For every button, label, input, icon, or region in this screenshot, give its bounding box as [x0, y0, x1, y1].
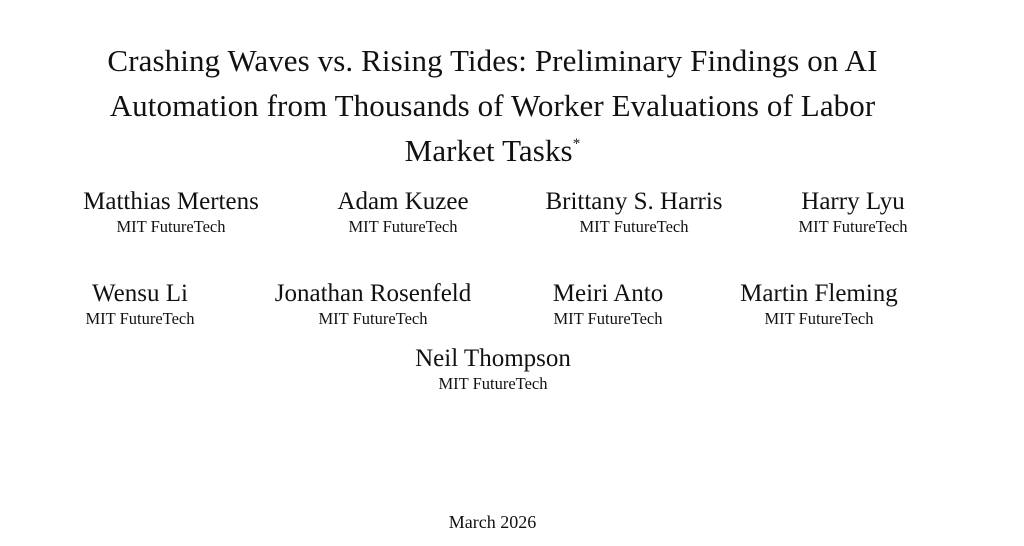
- author-name: Neil Thompson: [415, 345, 571, 372]
- author-block: [392, 344, 594, 394]
- author-block: [530, 279, 686, 329]
- author-name: Jonathan Rosenfeld: [274, 280, 472, 307]
- title-line-2: Automation from Thousands of Worker Evaluations of Labor: [109, 88, 876, 123]
- title-line-3: [0, 128, 985, 173]
- title-footnote-mark: *: [572, 136, 581, 152]
- paper-title: [0, 38, 985, 173]
- author-affiliation: MIT FutureTech: [553, 309, 663, 328]
- author-name: Wensu Li: [92, 280, 188, 307]
- author-block: [313, 187, 493, 237]
- title-line-3-text: Market Tasks: [404, 133, 573, 168]
- author-block: [778, 187, 928, 237]
- author-affiliation: MIT FutureTech: [348, 217, 458, 236]
- author-affiliation: MIT FutureTech: [438, 374, 548, 393]
- author-affiliation: MIT FutureTech: [764, 309, 874, 328]
- author-name: Matthias Mertens: [83, 188, 259, 215]
- author-name: Meiri Anto: [552, 280, 664, 307]
- author-name: Adam Kuzee: [337, 188, 469, 215]
- author-block: [60, 187, 282, 237]
- author-affiliation: MIT FutureTech: [85, 309, 195, 328]
- author-affiliation: MIT FutureTech: [579, 217, 689, 236]
- author-name: Harry Lyu: [801, 188, 905, 215]
- author-name: Brittany S. Harris: [545, 188, 723, 215]
- author-block: [716, 279, 922, 329]
- author-affiliation: MIT FutureTech: [318, 309, 428, 328]
- author-block: [522, 187, 746, 237]
- title-line-1: Crashing Waves vs. Rising Tides: Preliminary Findings on AI: [107, 43, 878, 78]
- publication-date: March 2026: [448, 512, 537, 532]
- author-block: [248, 279, 498, 329]
- author-affiliation: MIT FutureTech: [116, 217, 226, 236]
- author-affiliation: MIT FutureTech: [798, 217, 908, 236]
- author-name: Martin Fleming: [740, 280, 898, 307]
- author-block: [60, 279, 220, 329]
